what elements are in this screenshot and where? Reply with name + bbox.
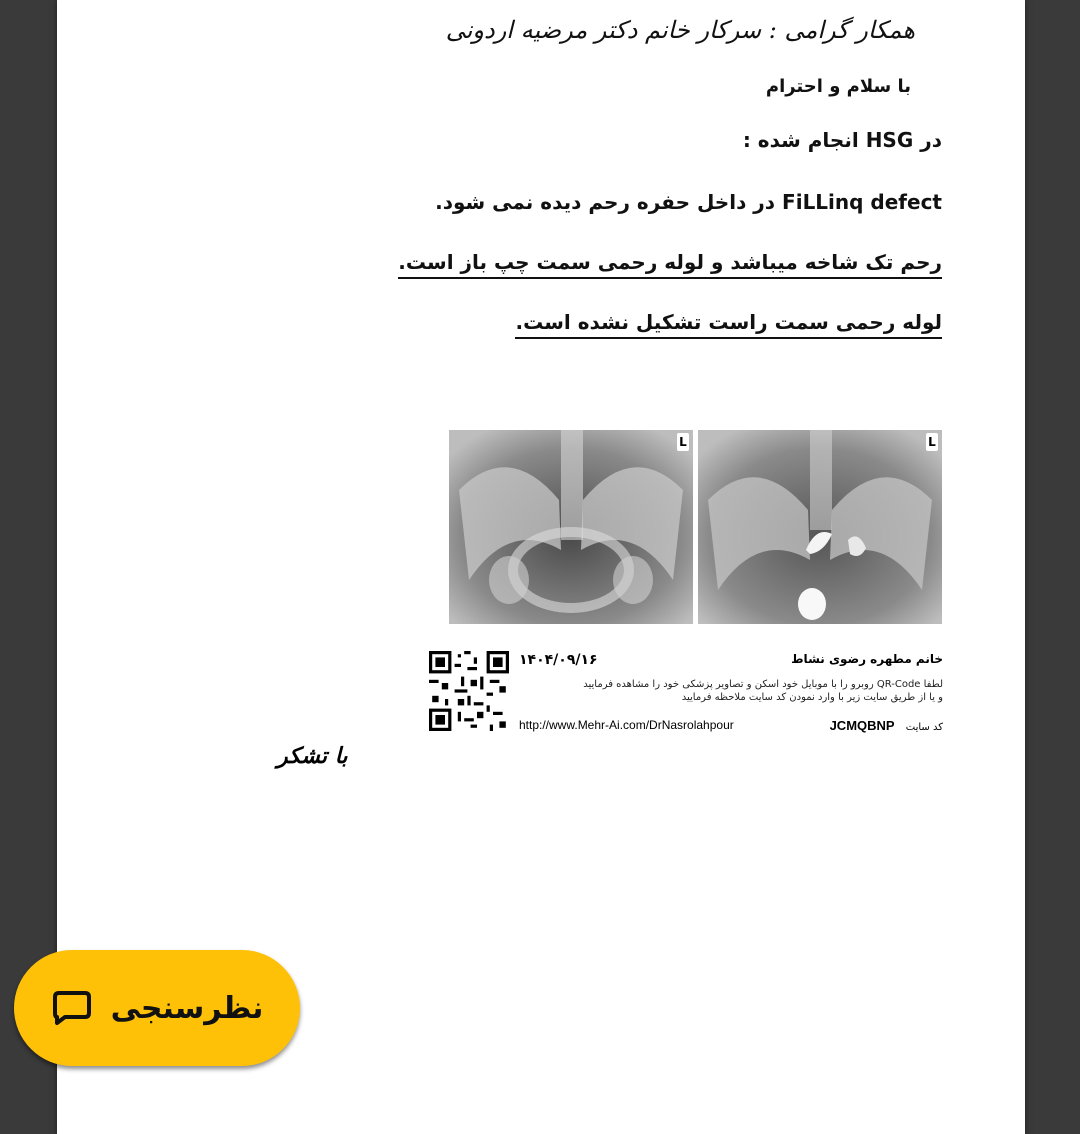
xray-image-right [698,430,942,624]
letter-closing: با تشکر [277,743,348,769]
qr-instructions: لطفا QR-Code روبرو را با موبایل خود اسکن و تصاویر پزشکی خود را مشاهده فرمایید و یا از طریق سایت زیر با وارد نمودن کد سایت ملاحظه فرمایید [583,679,943,703]
finding-heading: در HSG انجام شده : [742,128,942,152]
xray-image-left [449,430,693,624]
survey-button-label: نظرسنجی [110,990,264,1026]
qr-code[interactable] [429,651,509,731]
survey-button[interactable] [14,950,300,1066]
report-footer [427,648,947,738]
site-code [830,718,943,733]
letter-salutation: همکار گرامی : سرکار خانم دکتر مرضیه اردونی [445,16,915,44]
report-date: ۱۴۰۴/۰۹/۱۶ [519,652,598,668]
xray-marker: L [677,433,689,451]
patient-name: خانم مطهره رضوی نشاط [791,652,943,666]
xray-marker: L [926,433,938,451]
site-code-label: کد سایت [905,722,943,733]
letter-greeting: با سلام و احترام [765,76,911,97]
chat-bubble-icon [51,989,93,1027]
site-url-link[interactable]: http://www.Mehr-Ai.com/DrNasrolahpour [519,718,734,732]
finding-line: لوله رحمی سمت راست تشکیل نشده است. [515,310,942,339]
site-code-value: JCMQBNP [829,718,895,733]
finding-line: FiLLinq defect در داخل حفره رحم دیده نمی شود. [435,190,942,214]
finding-line: رحم تک شاخه میباشد و لوله رحمی سمت چپ باز است. [398,250,942,279]
